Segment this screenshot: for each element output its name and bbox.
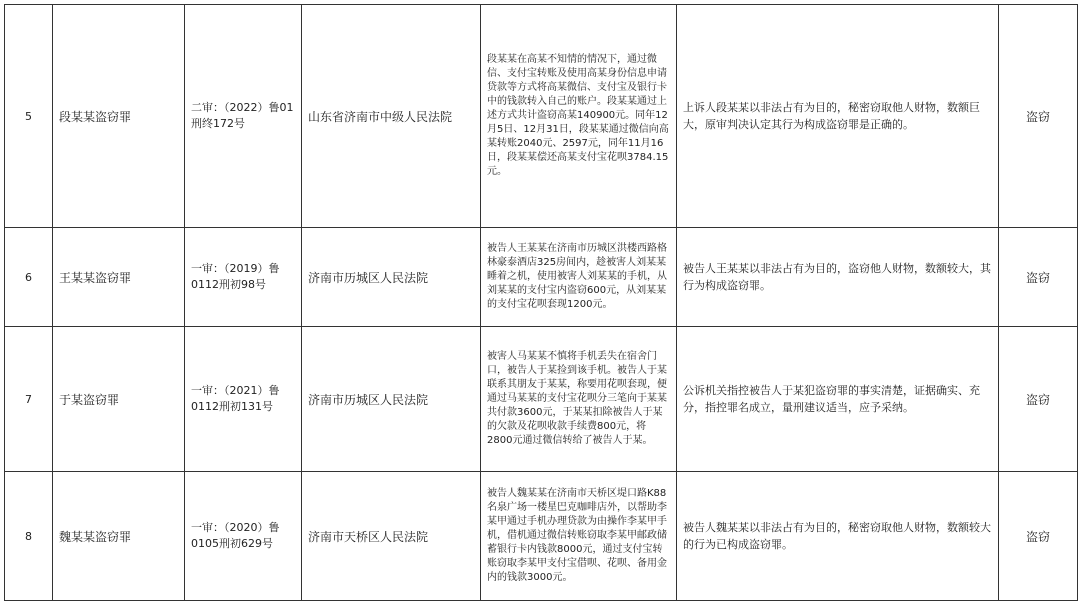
table-row	[5, 327, 1078, 472]
case-name: 魏某某盗窃罪	[53, 472, 185, 601]
court-name: 济南市历城区人民法院	[302, 327, 481, 472]
case-number: 一审：（2020）鲁0105刑初629号	[185, 472, 302, 601]
table-row	[5, 472, 1078, 601]
crime-type: 盗窃	[999, 5, 1078, 228]
case-number: 一审：（2021）鲁0112刑初131号	[185, 327, 302, 472]
row-number: 6	[5, 228, 53, 327]
court-name: 济南市天桥区人民法院	[302, 472, 481, 601]
row-number: 5	[5, 5, 53, 228]
case-name: 段某某盗窃罪	[53, 5, 185, 228]
row-number: 7	[5, 327, 53, 472]
judgment-summary: 公诉机关指控被告人于某犯盗窃罪的事实清楚，证据确实、充分，指控罪名成立，量刑建议适当，应予采纳。	[677, 327, 999, 472]
case-facts: 被告人王某某在济南市历城区洪楼西路格林豪泰酒店325房间内，趁被害人刘某某睡着之机，使用被害人刘某某的手机，从刘某某的支付宝内盗窃600元，从刘某某的支付宝花呗套现1200元。	[481, 228, 677, 327]
court-name: 山东省济南市中级人民法院	[302, 5, 481, 228]
case-facts: 被害人马某某不慎将手机丢失在宿舍门口，被告人于某捡到该手机。被告人于某联系其朋友于某某，称要用花呗套现，便通过马某某的支付宝花呗分三笔向于某某共付款3600元，于某某扣除被告人于某的欠款及花呗收款手续费800元，将2800元通过微信转给了被告人于某。	[481, 327, 677, 472]
crime-type: 盗窃	[999, 472, 1078, 601]
case-facts: 段某某在高某不知情的情况下，通过微信、支付宝转账及使用高某身份信息申请贷款等方式将高某微信、支付宝及银行卡中的钱款转入自己的账户。段某某通过上述方式共计盗窃高某140900元。同年12月5日、12月31日，段某某通过微信向高某转账2040元、2597元，同年11月16日，段某某偿还高某支付宝花呗3784.15元。	[481, 5, 677, 228]
case-table	[4, 4, 1078, 601]
court-name: 济南市历城区人民法院	[302, 228, 481, 327]
table-row	[5, 228, 1078, 327]
crime-type: 盗窃	[999, 327, 1078, 472]
judgment-summary: 上诉人段某某以非法占有为目的，秘密窃取他人财物，数额巨大，原审判决认定其行为构成盗窃罪是正确的。	[677, 5, 999, 228]
row-number: 8	[5, 472, 53, 601]
table-row	[5, 5, 1078, 228]
crime-type: 盗窃	[999, 228, 1078, 327]
case-facts: 被告人魏某某在济南市天桥区堤口路K88名泉广场一楼星巴克咖啡店外，以帮助李某甲通过手机办理贷款为由操作李某甲手机，借机通过微信转账窃取李某甲邮政储蓄银行卡内钱款8000元，通过支付宝转账窃取李某甲支付宝借呗、花呗、备用金内的钱款3000元。	[481, 472, 677, 601]
judgment-summary: 被告人魏某某以非法占有为目的，秘密窃取他人财物，数额较大的行为已构成盗窃罪。	[677, 472, 999, 601]
judgment-summary: 被告人王某某以非法占有为目的，盗窃他人财物，数额较大，其行为构成盗窃罪。	[677, 228, 999, 327]
case-name: 于某盗窃罪	[53, 327, 185, 472]
case-number: 二审：（2022）鲁01刑终172号	[185, 5, 302, 228]
case-number: 一审：（2019）鲁0112刑初98号	[185, 228, 302, 327]
case-name: 王某某盗窃罪	[53, 228, 185, 327]
